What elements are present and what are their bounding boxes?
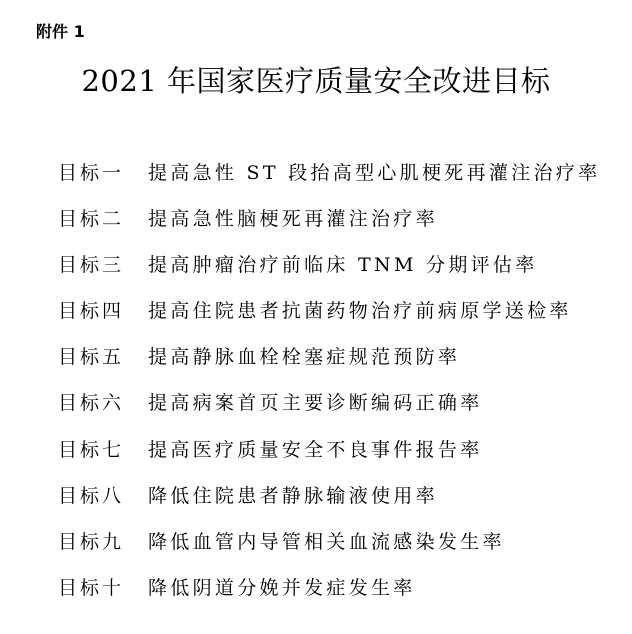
goal-text: 降低住院患者静脉输液使用率: [148, 484, 438, 507]
list-item: [58, 248, 600, 278]
attachment-label: 附件 1: [36, 22, 85, 41]
list-item: [58, 341, 600, 371]
goal-number: 目标六: [58, 392, 125, 415]
list-item: [58, 202, 600, 232]
list-item: [58, 526, 600, 556]
list-item: [58, 479, 600, 509]
goal-text: 提高肿瘤治疗前临床 TNM 分期评估率: [148, 253, 538, 276]
goal-number: 目标二: [58, 207, 125, 230]
list-item: [58, 387, 600, 417]
goal-text: 降低血管内导管相关血流感染发生率: [148, 531, 505, 553]
document-title: 2021 年国家医疗质量安全改进目标: [81, 64, 551, 98]
goal-number: 目标七: [58, 438, 125, 461]
list-item: [58, 295, 600, 325]
goal-number: 目标四: [58, 300, 125, 323]
goal-number: 目标一: [58, 161, 125, 184]
goal-text: 降低阴道分娩并发症发生率: [148, 577, 416, 600]
list-item: [58, 156, 600, 186]
goal-text: 提高急性脑梗死再灌注治疗率: [148, 207, 438, 230]
goal-number: 目标十: [58, 577, 125, 600]
goal-number: 目标五: [58, 346, 125, 369]
goal-number: 目标九: [58, 531, 125, 553]
goal-text: 提高静脉血栓栓塞症规范预防率: [148, 346, 461, 369]
goal-number: 目标三: [58, 253, 125, 276]
list-item: [58, 572, 600, 602]
goal-text: 提高医疗质量安全不良事件报告率: [148, 438, 483, 461]
goal-number: 目标八: [58, 484, 125, 507]
list-item: [58, 433, 600, 463]
goal-text: 提高急性 ST 段抬高型心肌梗死再灌注治疗率: [148, 161, 601, 184]
goal-text: 提高住院患者抗菌药物治疗前病原学送检率: [148, 300, 572, 323]
goal-text: 提高病案首页主要诊断编码正确率: [148, 392, 483, 415]
goals-list: [58, 156, 600, 618]
